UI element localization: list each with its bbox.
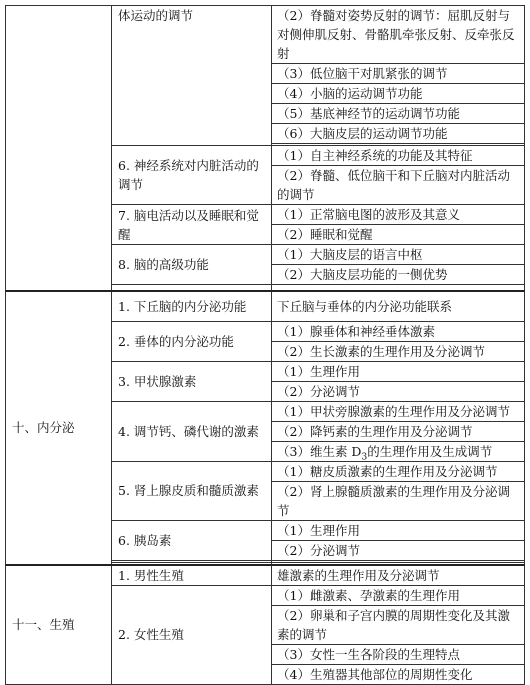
item-text: （5）基底神经节的运动调节功能 (272, 104, 525, 124)
topic-title: 7. 脑电活动以及睡眠和觉醒 (112, 205, 272, 245)
item-text: （4）生殖器其他部位的周期性变化 (272, 664, 525, 684)
item-text: （3）低位脑干对肌紧张的调节 (272, 64, 525, 84)
topic-title: 6. 神经系统对内脏活动的调节 (112, 146, 272, 205)
item-text: （2）生长激素的生理作用及分泌调节 (272, 341, 525, 361)
item-text: （1）大脑皮层的语言中枢 (272, 245, 525, 265)
vitd-prefix: （3）维生素 D (277, 443, 362, 459)
section-cell-nerve-continued (6, 6, 112, 292)
item-text: （1）自主神经系统的功能及其特征 (272, 146, 525, 166)
item-text: （1）正常脑电图的波形及其意义 (272, 205, 525, 225)
item-text: （1）雌激素、孕激素的生理作用 (272, 585, 525, 605)
table-row (6, 565, 525, 586)
vitd-subscript: 3 (361, 452, 368, 462)
item-text: （2）脊髓对姿势反射的调节：屈肌反射与对侧伸肌反射、骨骼肌牵张反射、反牵张反射 (272, 6, 525, 64)
topic-title: 6. 胰岛素 (112, 520, 272, 560)
item-text: （2）分泌调节 (272, 381, 525, 401)
item-text-vitamin-d (272, 441, 525, 461)
item-text: 雄激素的生理作用及分泌调节 (272, 565, 525, 586)
item-text: （4）小脑的运动调节功能 (272, 84, 525, 104)
item-text: （2）脊髓、低位脑干和下丘脑对内脏活动的调节 (272, 166, 525, 205)
item-text: （6）大脑皮层的运动调节功能 (272, 124, 525, 144)
item-text: （2）睡眠和觉醒 (272, 225, 525, 245)
item-text: （2）分泌调节 (272, 540, 525, 560)
syllabus-table (5, 5, 525, 685)
item-text: （1）生理作用 (272, 520, 525, 540)
item-text: （2）降钙素的生理作用及分泌调节 (272, 421, 525, 441)
section-title-reproduction: 十一、生殖 (6, 565, 112, 685)
topic-title: 5. 肾上腺皮质和髓质激素 (112, 461, 272, 520)
item-text: 下丘脑与垂体的内分泌功能联系 (272, 291, 525, 321)
section-title-endocrine: 十、内分泌 (6, 291, 112, 565)
item-text: （2）肾上腺髓质激素的生理作用及分泌调节 (272, 481, 525, 520)
topic-title: 4. 调节钙、磷代谢的激素 (112, 401, 272, 461)
item-text: （1）糖皮质激素的生理作用及分泌调节 (272, 461, 525, 481)
item-text: （2）大脑皮层功能的一侧优势 (272, 265, 525, 285)
topic-title: 2. 垂体的内分泌功能 (112, 321, 272, 361)
item-text: （3）女性一生各阶段的生理特点 (272, 644, 525, 664)
topic-title: 体运动的调节 (112, 6, 272, 146)
topic-title: 3. 甲状腺激素 (112, 361, 272, 401)
item-text: （1）甲状旁腺激素的生理作用及分泌调节 (272, 401, 525, 421)
item-text: （2）卵巢和子宫内膜的周期性变化及其激素的调节 (272, 605, 525, 644)
table-row (6, 6, 525, 64)
item-text: （1）生理作用 (272, 361, 525, 381)
topic-title: 8. 脑的高级功能 (112, 245, 272, 285)
topic-title: 1. 男性生殖 (112, 565, 272, 586)
item-text: （1）腺垂体和神经垂体激素 (272, 321, 525, 341)
topic-title: 1. 下丘脑的内分泌功能 (112, 291, 272, 321)
topic-title: 2. 女性生殖 (112, 585, 272, 684)
vitd-suffix: 的生理作用及生成调节 (367, 443, 493, 459)
table-row (6, 291, 525, 321)
